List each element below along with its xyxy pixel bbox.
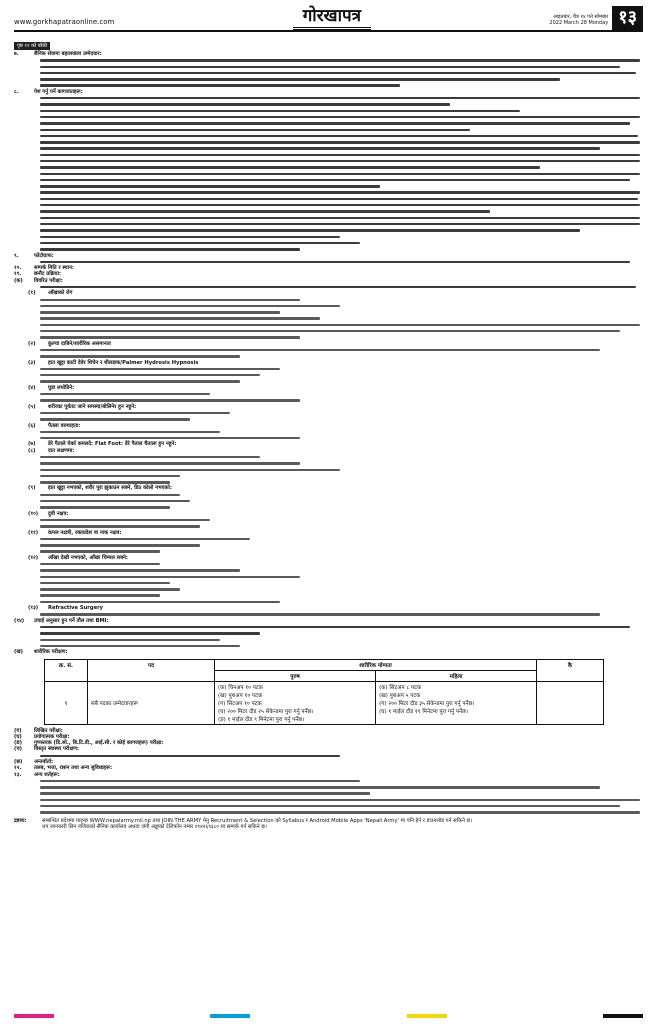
list-item: (ख) पुशअप १० पटक: [218, 692, 263, 699]
item-heading: लिखित परीक्षा:: [34, 727, 63, 734]
item-heading: आँखा देखी नभएको, आँखा चिम्मल सक्ने:: [48, 554, 128, 561]
magenta-mark: [14, 1014, 54, 1018]
item-number: १०.: [14, 265, 22, 272]
cyan-mark: [210, 1014, 250, 1018]
black-mark: [603, 1014, 643, 1018]
item-heading: उचाई अनुसार हुन पर्ने तौल तथा BMI:: [34, 617, 109, 624]
continued-label: पृष्ठ १२ को बाँकी: [14, 42, 50, 50]
contact-label: द्रष्टव्य:: [14, 817, 27, 824]
list-item: [14, 746, 643, 752]
physical-fitness-table: [44, 659, 604, 725]
list-item: (ग) २०० मिटर दौड ३५ सेकेन्डमा पुरा गर्नु पर्नेछ।: [379, 700, 475, 707]
list-item: [14, 511, 643, 517]
list-item: [14, 772, 643, 778]
issue-date-nepali: आइतबार, चैत्र १४ गते सोमबार: [553, 14, 609, 20]
website-url[interactable]: www.gorkhapatraonline.com: [14, 18, 115, 26]
item-number: (११): [28, 529, 39, 536]
item-heading: विवरिउ परीक्षा:: [34, 277, 63, 284]
item-number: ८.: [14, 88, 19, 95]
item-number: (५): [28, 403, 36, 410]
list-item: [14, 278, 643, 284]
list-item: [14, 555, 643, 561]
list-item: [14, 360, 643, 366]
item-number: ११.: [14, 271, 22, 278]
item-number: (१०): [28, 510, 39, 517]
item-heading: अन्तर्वार्ता:: [34, 758, 54, 765]
item-number: (१४): [14, 617, 25, 624]
item-number: (ङ): [14, 740, 23, 747]
item-heading: विस्तृत स्वास्थ्य परीक्षण:: [34, 746, 79, 753]
list-item: [14, 649, 643, 655]
table-cell: सबै पदका उम्मेदवारहरू: [88, 681, 215, 724]
item-heading: कमल नक्षत्री, रक्तप्रदेश वा नाक नक्षत्र:: [48, 529, 122, 536]
item-number: (ग): [14, 727, 22, 734]
item-heading: पैतला वरुथाहता:: [48, 422, 81, 429]
item-number: (१३): [28, 605, 39, 612]
list-item: (घ) २०० मिटर दौड २५ सेकेन्डमा पुरा गर्नु पर्नेछ।: [218, 708, 314, 715]
item-heading: तलब, भत्ता, राशन तथा अन्य सुविधाहरू:: [34, 765, 113, 772]
list-item: [14, 404, 643, 410]
item-heading: छनौट प्रक्रिया:: [34, 271, 61, 278]
item-heading: हात खुट्टा नभएको, शरीर पूरा झुकाउन सक्ने, डिठ कोलो नभएको:: [48, 485, 172, 492]
contact-note: [14, 818, 643, 831]
list-item: [14, 618, 643, 624]
item-number: (८): [28, 447, 36, 454]
masthead: [14, 0, 643, 32]
table-subheader: महिला: [376, 670, 537, 681]
list-item: [14, 385, 643, 391]
list-item: (ख) पुशअप ५ पटक: [379, 692, 421, 699]
table-header: पद: [88, 659, 215, 681]
item-heading: दात लक्षणमा:: [48, 447, 75, 454]
issue-date: [549, 14, 608, 30]
table-header: क्र. सं.: [45, 659, 88, 681]
item-number: (३): [28, 359, 36, 366]
item-heading: Refractive Surgery: [48, 605, 104, 612]
item-number: ७.: [14, 51, 19, 57]
list-item: [14, 605, 643, 611]
list-item: (क) चिनअप १० पटक: [218, 684, 263, 691]
item-heading: शरीरका पूर्वतट जाने समस्या/बोलिनेर हुन नहुने:: [48, 403, 137, 410]
item-number: (छ): [14, 758, 23, 765]
list-item: [14, 51, 643, 57]
item-heading: घुडा लथोडिने:: [48, 384, 75, 391]
item-number: (९): [28, 485, 36, 492]
item-heading: सम्पर्क मिति र स्थान:: [34, 265, 74, 272]
item-number: ९.: [14, 252, 19, 259]
item-heading: दुवी नक्षत्र:: [48, 510, 69, 517]
list-item: [14, 485, 643, 491]
table-subheader: पुरुष: [215, 670, 376, 681]
male-requirements: [215, 681, 376, 724]
item-heading: कुल्चा दाबिने/शारीरिक असमानता: [48, 340, 111, 347]
item-heading: आँखाको रोग: [48, 290, 73, 297]
table-cell: [537, 681, 604, 724]
item-number: (२): [28, 340, 36, 347]
list-item: (क) सिटअप ८ पटक: [379, 684, 422, 691]
list-item: [14, 423, 643, 429]
item-number: (७): [28, 441, 36, 448]
item-number: (क): [14, 277, 23, 284]
list-item: [14, 89, 643, 95]
contact-line: सम्बन्धित प्रदेशमा पाइन्छ WWW.nepalarmy.mil.np तथा JOIN THE ARMY मेनु Recruitment & Selection को Syllabus र Android Mobile Apps 'Nepali Army' मा पनि हेर्न र डाउनलोड गर्न सकिने छ।: [42, 817, 473, 824]
list-item: [14, 290, 643, 296]
paper-name: गोरखापत्र: [293, 3, 371, 30]
item-number: १३.: [14, 771, 22, 778]
item-number: (घ): [14, 733, 22, 740]
contact-line: थप जानकारी लिन नजिकको सैनिक कार्यालय अथवा जंगी अड्डाको टेलिफोन नम्बर ०१४२६९३८० मा सम्पर्क गर्न सकिने छ।: [42, 823, 267, 830]
list-item: [14, 448, 643, 454]
list-item: [14, 530, 643, 536]
list-item: (ग) सिटअप १० पटक: [218, 700, 262, 707]
table-header: शारीरिक योग्यता: [215, 659, 537, 670]
print-color-marks: [14, 1014, 643, 1020]
list-item: (ङ) १ माईल दौड ९ मिनेटमा पुरा गर्नु पर्नेछ।: [218, 716, 305, 723]
table-row: [45, 681, 604, 724]
list-item: [14, 341, 643, 347]
table-header: कै: [537, 659, 604, 681]
item-heading: पेश गर्नु पर्ने कागजातहरू:: [34, 88, 83, 95]
item-heading: हात खुट्टा काटी देवेर थिचेन र थीलडाक/Palmer Hydrosis Hypnosis: [48, 359, 199, 366]
item-heading: प्रयोगात्मक परीक्षा:: [34, 733, 70, 740]
item-heading: गुणस्तरक (डि.सो., बि.टि.डी., आई.सी. र कोई कागजहरू) परीक्षा:: [34, 740, 164, 747]
item-number: (१): [28, 290, 36, 297]
item-number: (१२): [28, 554, 39, 561]
item-heading: सैनिक सेवामा बहालवाला उम्मेदवार:: [34, 51, 102, 57]
page-number: १३: [612, 6, 643, 30]
issue-date-english: 2022 March 28 Monday: [549, 20, 609, 26]
item-heading: शारीरिक परीक्षण:: [34, 649, 68, 656]
table-cell: १: [45, 681, 88, 724]
female-requirements: [376, 681, 537, 724]
item-number: (च): [14, 746, 23, 753]
item-heading: डेरे पैताले चेर्का कमलदे: Flat Foot: डेरे पैताल चैताला हुन नहुने:: [48, 441, 177, 448]
item-number: (४): [28, 384, 36, 391]
item-number: (६): [28, 422, 36, 429]
yellow-mark: [407, 1014, 447, 1018]
item-heading: फोटोग्राफ:: [34, 252, 54, 259]
item-number: १२.: [14, 765, 22, 772]
list-item: (घ) १ माईल दौड ११ मिनेटमा पुरा गर्नु पर्नेछ।: [379, 708, 468, 715]
item-number: (ख): [14, 649, 23, 656]
list-item: [14, 253, 643, 259]
item-heading: अन्य शर्तहरू:: [34, 771, 60, 778]
